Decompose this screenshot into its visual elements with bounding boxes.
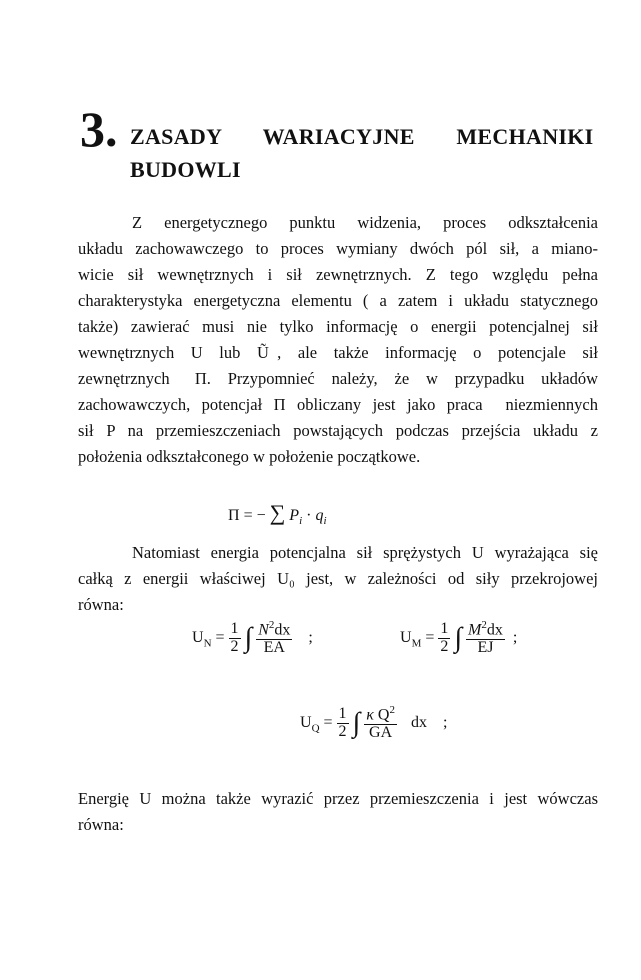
text-line: sił P na przemieszczeniach powstających podczas przejścia układu z [78,421,598,440]
eq-subscript: M [411,637,422,650]
eq-symbol: q [315,507,324,524]
fraction-half [438,621,450,656]
text-line: równa: [78,815,124,834]
text-line: także) zawierać musi nie tylko informację o energii potencjalnej sił [78,317,598,336]
eq-symbol: P [289,507,300,524]
eq-subscript: i [323,515,327,528]
fraction-half [337,706,349,741]
chapter-title [130,120,610,186]
fraction-denominator: EA [263,639,285,657]
eq-superscript: 2 [268,619,275,631]
fraction-numerator: 1 [230,620,239,638]
paragraph-elastic-energy [78,540,598,618]
eq-symbol: · [306,507,312,524]
eq-symbol: U [400,629,412,647]
integral-symbol: ∫ [244,622,253,654]
eq-symbol: dx [486,621,503,639]
fraction-denominator: 2 [338,722,347,740]
eq-symbol: ; [512,629,518,647]
eq-symbol: Π [228,507,240,524]
eq-symbol: κ [366,706,374,724]
eq-symbol: U [192,629,204,647]
equation-uq [300,705,447,742]
fraction-integrand [256,620,292,657]
chapter-title-line-2: BUDOWLI [130,157,241,182]
chapter-number: 3. [80,101,118,157]
eq-symbol: dx [274,621,291,639]
eq-symbol: U [300,714,312,732]
fraction-denominator: GA [369,724,393,742]
text-line: całką z energii właściwej U₀ jest, w zależności od siły przekrojowej [78,569,598,588]
text-line: charakterystyka energetyczna elementu ( a zatem i układu statycznego [78,291,598,310]
text-line: zachowawczych, potencjał Π obliczany jest jako praca niezmiennych [78,395,598,414]
eq-symbol: ; [442,714,448,732]
eq-symbol: ; [308,629,313,647]
fraction-integrand [466,620,505,657]
text-line: Natomiast energia potencjalna sił sprężystych U wyrażająca się [132,543,598,562]
fraction-integrand [364,705,397,742]
text-line: wewnętrznych U lub Ũ , ale także informację o potencjale sił [78,343,598,362]
eq-symbol: dx [410,714,427,732]
chapter-title-line-1: ZASADY WARIACYJNE MECHANIKI [130,124,594,149]
eq-symbol: M [468,621,482,639]
text-line: położenia odkształconego w położenie początkowe. [78,447,421,466]
fraction-numerator: 1 [440,620,449,638]
fraction-half [229,621,241,656]
sum-symbol: ∑ [269,500,286,525]
eq-subscript: i [299,515,303,528]
eq-symbol: = − [243,507,266,524]
paragraph-displacement-energy [78,786,598,838]
text-line: Z energetycznego punktu widzenia, proces odkształcenia [132,213,598,232]
integral-symbol: ∫ [352,707,361,739]
integral-symbol: ∫ [454,622,463,654]
fraction-numerator: 1 [338,705,347,723]
text-line: równa: [78,595,124,614]
eq-symbol: = [323,714,333,732]
equation-um [400,620,517,657]
fraction-numerator [256,620,292,640]
equation-potential [228,500,327,527]
paragraph-energy-intro [78,210,598,470]
fraction-denominator: 2 [230,637,239,655]
text-line: wicie sił wewnętrznych i sił zewnętrznych. Z tego względu pełna [78,265,598,284]
fraction-numerator [364,705,397,725]
eq-symbol: N [258,621,269,639]
eq-symbol: = [425,629,435,647]
eq-subscript: Q [311,722,320,735]
text-line: Energię U można także wyrazić przez przemieszczenia i jest wówczas [78,789,598,808]
eq-subscript: N [203,637,212,650]
eq-symbol: = [215,629,225,647]
fraction-denominator: EJ [477,639,494,657]
text-line: zewnętrznych Π. Przypomnieć należy, że w przypadku układów [78,369,598,388]
eq-symbol: Q [377,706,390,724]
fraction-denominator: 2 [440,637,449,655]
eq-superscript: 2 [481,619,487,631]
fraction-numerator [466,620,505,640]
eq-superscript: 2 [389,704,395,716]
text-line: układu zachowawczego to proces wymiany dwóch pól sił, a miano- [78,239,598,258]
equation-un [192,620,313,657]
